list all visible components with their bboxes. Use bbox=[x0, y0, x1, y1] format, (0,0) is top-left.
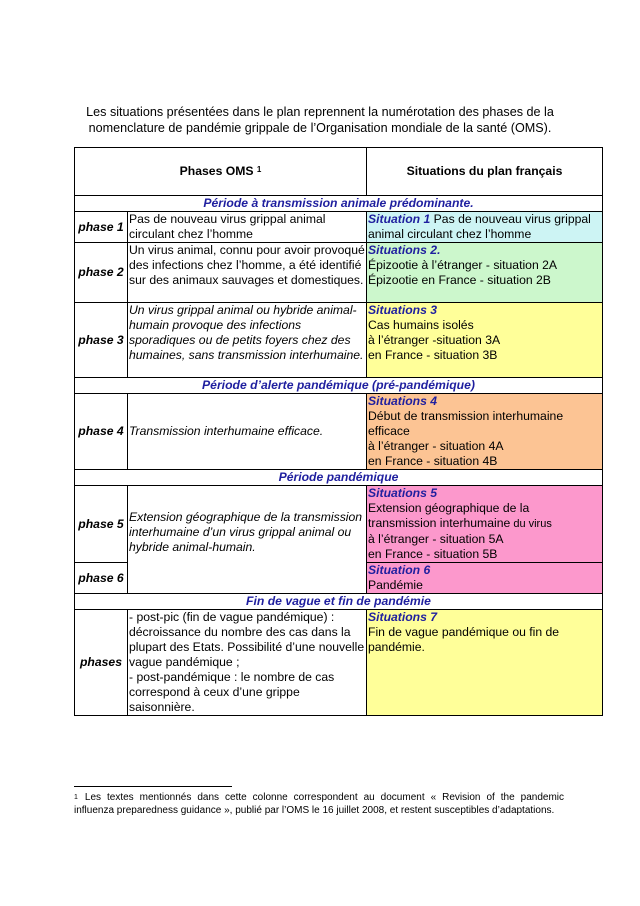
footnote bbox=[74, 792, 564, 817]
situation-line: en France - situation 5B bbox=[368, 547, 498, 561]
situation-cell bbox=[367, 394, 603, 470]
situation-line: Cas humains isolés bbox=[368, 318, 474, 332]
situation-line-small: du virus bbox=[510, 518, 552, 530]
situation-line: Début de transmission interhumaine efficace bbox=[368, 409, 564, 438]
situation-line: Épizootie en France - situation 2B bbox=[368, 273, 551, 287]
table-header-row bbox=[75, 148, 603, 196]
situation-cell bbox=[367, 486, 603, 563]
phase-oms-description: Un virus animal, connu pour avoir provoqué des infections chez l’homme, a été identifié sur des animaux sauvages et domestiques. bbox=[128, 243, 367, 303]
situation-title: Situation 6 bbox=[368, 563, 431, 577]
phase-label: phase 5 bbox=[75, 486, 128, 563]
table-row-phases-end bbox=[75, 610, 603, 716]
situation-cell bbox=[367, 303, 603, 378]
phase-label: phase 3 bbox=[75, 303, 128, 378]
situation-title: Situations 4 bbox=[368, 394, 438, 408]
phases-table bbox=[74, 147, 603, 716]
footnote-text: Les textes mentionnés dans cette colonne correspondent au document « Revision of the pandemic influenza preparedness guidance », publié par l’OMS le 16 juillet 2008, et restent susceptibles d’adaptations. bbox=[74, 792, 564, 816]
situation-title: Situations 5 bbox=[368, 486, 438, 500]
situation-cell bbox=[367, 610, 603, 716]
phase-oms-description-text: Extension géographique de la transmission interhumaine d’un virus grippal animal ou hybride animal-humain. bbox=[129, 510, 363, 554]
header-phases-oms-text: Phases OMS bbox=[179, 164, 257, 178]
situation-title: Situation 1 bbox=[368, 212, 431, 226]
phase-oms-description bbox=[128, 486, 367, 594]
period-row bbox=[75, 196, 603, 212]
situation-text: Pas de nouveau virus grippal animal circulant chez l’homme bbox=[368, 212, 591, 241]
footnote-number: 1 bbox=[74, 794, 78, 801]
table-row-phase-1 bbox=[75, 212, 603, 243]
phase-label: phase 6 bbox=[75, 563, 128, 594]
header-situations: Situations du plan français bbox=[367, 148, 603, 196]
period-end: Fin de vague et fin de pandémie bbox=[75, 594, 603, 610]
table-row-phase-5 bbox=[75, 486, 603, 563]
situation-line-text: Extension géographique de la transmission interhumaine bbox=[368, 501, 530, 530]
period-pandemic-alert: Période d’alerte pandémique (pré-pandémique) bbox=[75, 378, 603, 394]
phase-label: phase 4 bbox=[75, 394, 128, 470]
situation-line: en France - situation 4B bbox=[368, 454, 498, 468]
phase-label: phase 2 bbox=[75, 243, 128, 303]
situation-line: à l’étranger - situation 4A bbox=[368, 439, 504, 453]
table-row-phase-3 bbox=[75, 303, 603, 378]
situation-line: Fin de vague pandémique ou fin de pandémie. bbox=[368, 625, 560, 654]
period-animal-transmission: Période à transmission animale prédominante. bbox=[75, 196, 603, 212]
situation-line: à l’étranger -situation 3A bbox=[368, 333, 501, 347]
phase-label: phase 1 bbox=[75, 212, 128, 243]
phase-label: phases bbox=[75, 610, 128, 716]
intro-line-1: Les situations présentées dans le plan reprennent la numérotation des phases de la bbox=[86, 105, 554, 119]
period-row bbox=[75, 470, 603, 486]
phase-oms-description: Pas de nouveau virus grippal animal circulant chez l’homme bbox=[128, 212, 367, 243]
intro-paragraph bbox=[70, 104, 570, 136]
situation-line bbox=[368, 501, 601, 532]
situation-cell bbox=[367, 563, 603, 594]
situation-title: Situations 2. bbox=[368, 243, 441, 257]
oms-line: - post-pandémique : le nombre de cas correspond à ceux d’une grippe saisonnière. bbox=[129, 670, 335, 714]
intro-line-2: nomenclature de pandémie grippale de l’Organisation mondiale de la santé (OMS). bbox=[88, 121, 552, 135]
footnote-ref: 1 bbox=[256, 165, 262, 174]
situation-title: Situations 3 bbox=[368, 303, 438, 317]
situation-title: Situations 7 bbox=[368, 610, 438, 624]
situation-line: en France - situation 3B bbox=[368, 348, 498, 362]
oms-line: - post-pic (fin de vague pandémique) : décroissance du nombre des cas dans la plupart des Etats. Possibilité d’une nouvelle vague pandémique ; bbox=[129, 610, 365, 669]
footnote-separator bbox=[74, 786, 232, 787]
phase-oms-description: Transmission interhumaine efficace. bbox=[128, 394, 367, 470]
period-row bbox=[75, 378, 603, 394]
phase-oms-description: Un virus grippal animal ou hybride animal-humain provoque des infections sporadiques ou de petits foyers chez des humaines, sans transmission interhumaine. bbox=[128, 303, 367, 378]
phase-oms-description bbox=[128, 610, 367, 716]
situation-cell bbox=[367, 212, 603, 243]
situation-line: à l’étranger - situation 5A bbox=[368, 532, 504, 546]
table-row-phase-2 bbox=[75, 243, 603, 303]
table-row-phase-4 bbox=[75, 394, 603, 470]
situation-cell bbox=[367, 243, 603, 303]
situation-line: Pandémie bbox=[368, 578, 423, 592]
period-pandemic: Période pandémique bbox=[75, 470, 603, 486]
period-row bbox=[75, 594, 603, 610]
header-phases-oms bbox=[75, 148, 367, 196]
situation-line: Épizootie à l’étranger - situation 2A bbox=[368, 258, 558, 272]
